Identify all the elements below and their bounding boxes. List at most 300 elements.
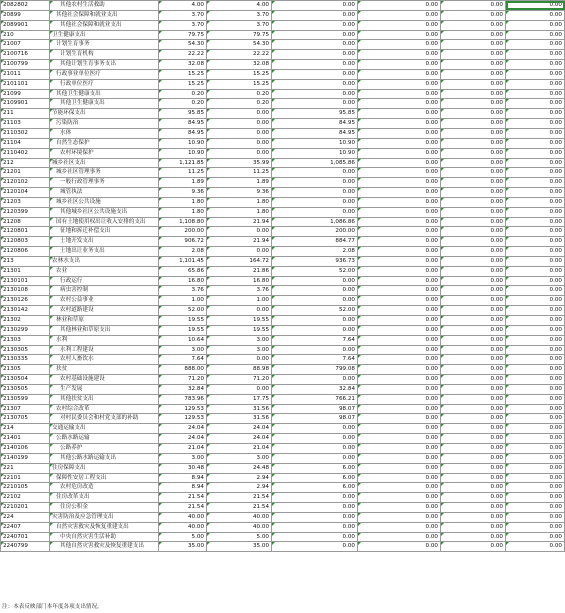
table-cell[interactable]: 其他卫生健康支出 [50,99,159,109]
table-cell[interactable]: 0.00 [358,493,441,503]
table-cell[interactable]: 0.00 [441,188,506,198]
table-cell[interactable]: 0.00 [358,178,441,188]
table-cell[interactable]: 0.00 [441,463,506,473]
table-cell[interactable]: 0.00 [272,207,358,217]
table-cell[interactable]: 0.00 [272,276,358,286]
table-cell[interactable]: 0.00 [506,158,565,168]
table-cell[interactable]: 其他卫生健康支出 [50,89,159,99]
table-cell[interactable]: 6.00 [272,483,358,493]
table-cell[interactable]: 16.80 [159,276,207,286]
table-cell[interactable]: 农村道路建设 [50,306,159,316]
table-cell[interactable]: 0.00 [441,522,506,532]
table-cell[interactable]: 0.00 [441,99,506,109]
table-cell[interactable]: 19.55 [159,325,207,335]
table-cell[interactable]: 1.80 [159,207,207,217]
table-cell[interactable]: 0.00 [506,296,565,306]
table-cell[interactable]: 21011 [1,69,50,79]
table-cell[interactable]: 2140106 [1,443,50,453]
table-cell[interactable]: 0.00 [272,30,358,40]
table-cell[interactable]: 1.00 [159,296,207,306]
table-cell[interactable]: 1,108.80 [159,217,207,227]
table-cell[interactable]: 污染防治 [50,119,159,129]
table-cell[interactable]: 9.36 [207,188,272,198]
table-cell[interactable]: 0.00 [272,89,358,99]
table-cell[interactable]: 10.90 [159,148,207,158]
table-cell[interactable]: 水利 [50,335,159,345]
table-cell[interactable]: 2120102 [1,178,50,188]
table-cell[interactable]: 19.55 [159,316,207,326]
table-cell[interactable]: 0.00 [358,60,441,70]
table-cell[interactable]: 0.00 [358,424,441,434]
table-cell[interactable]: 0.00 [506,227,565,237]
table-cell[interactable]: 2120806 [1,247,50,257]
table-cell[interactable]: 24.48 [207,463,272,473]
table-cell[interactable]: 0.00 [358,453,441,463]
table-cell[interactable]: 5.00 [207,532,272,542]
table-cell[interactable]: 212 [1,158,50,168]
table-cell[interactable]: 17.75 [207,394,272,404]
table-cell[interactable]: 0.00 [441,128,506,138]
table-cell[interactable]: 98.07 [272,404,358,414]
table-cell[interactable]: 10.64 [159,335,207,345]
table-cell[interactable]: 32.08 [207,60,272,70]
table-cell[interactable]: 0.00 [441,316,506,326]
table-cell[interactable]: 0.00 [272,443,358,453]
table-cell[interactable]: 0.00 [358,89,441,99]
table-cell[interactable]: 0.00 [506,503,565,513]
table-cell[interactable]: 1,086.86 [272,217,358,227]
table-cell[interactable]: 0.00 [441,394,506,404]
table-cell[interactable]: 0.00 [506,463,565,473]
table-cell[interactable]: 0.00 [207,109,272,119]
table-cell[interactable]: 7.64 [272,335,358,345]
table-cell[interactable]: 住房公积金 [50,503,159,513]
table-cell[interactable]: 0.00 [506,89,565,99]
table-cell[interactable]: 0.20 [159,99,207,109]
table-cell[interactable]: 0.00 [506,247,565,257]
table-cell[interactable]: 0.00 [358,473,441,483]
table-cell[interactable]: 其他社会保障和就业支出 [50,10,159,20]
table-cell[interactable]: 0.00 [272,375,358,385]
table-cell[interactable]: 0.00 [441,60,506,70]
table-cell[interactable]: 其他城乡社区公共设施支出 [50,207,159,217]
table-cell[interactable]: 0.00 [358,109,441,119]
table-cell[interactable]: 0.00 [358,325,441,335]
table-cell[interactable]: 21201 [1,168,50,178]
table-cell[interactable]: 征地和拆迁补偿支出 [50,227,159,237]
table-cell[interactable]: 0.00 [358,286,441,296]
table-cell[interactable]: 906.72 [159,237,207,247]
table-cell[interactable]: 0.00 [358,30,441,40]
table-cell[interactable]: 其他自然灾害救灾及恢复重建支出 [50,542,159,552]
table-cell[interactable]: 19.55 [207,316,272,326]
table-cell[interactable]: 884.77 [272,237,358,247]
table-cell[interactable]: 土地开发支出 [50,237,159,247]
table-cell[interactable]: 0.00 [358,414,441,424]
table-cell[interactable]: 0.00 [441,168,506,178]
table-cell[interactable]: 0.00 [358,355,441,365]
table-cell[interactable]: 0.00 [506,119,565,129]
table-cell[interactable]: 0.00 [207,138,272,148]
table-cell[interactable]: 6.00 [272,463,358,473]
table-cell[interactable]: 住房改革支出 [50,493,159,503]
table-cell[interactable]: 0.00 [272,434,358,444]
table-cell[interactable]: 0.00 [441,89,506,99]
table-cell[interactable]: 2130101 [1,276,50,286]
table-cell[interactable]: 节能环保支出 [50,109,159,119]
table-cell[interactable]: 0.00 [506,178,565,188]
table-cell[interactable]: 住房保障支出 [50,463,159,473]
table-cell[interactable]: 0.00 [506,522,565,532]
table-cell[interactable]: 22102 [1,493,50,503]
table-cell[interactable]: 0.00 [358,1,441,11]
table-cell[interactable]: 2140199 [1,453,50,463]
table-cell[interactable]: 0.00 [272,178,358,188]
table-cell[interactable]: 5.00 [159,532,207,542]
table-cell[interactable]: 0.00 [441,503,506,513]
table-cell[interactable]: 0.00 [358,296,441,306]
table-cell[interactable]: 0.00 [441,227,506,237]
table-cell[interactable]: 农林水支出 [50,256,159,266]
table-cell[interactable]: 1.80 [207,207,272,217]
table-cell[interactable]: 0.00 [506,493,565,503]
table-cell[interactable]: 32.84 [272,384,358,394]
table-cell[interactable]: 0.00 [441,276,506,286]
table-cell[interactable]: 0.00 [358,306,441,316]
table-cell[interactable]: 0.00 [441,30,506,40]
table-cell[interactable]: 城乡社区支出 [50,158,159,168]
table-cell[interactable]: 0.00 [207,384,272,394]
table-cell[interactable]: 15.25 [159,79,207,89]
table-cell[interactable]: 0.00 [358,197,441,207]
table-cell[interactable]: 21.86 [207,266,272,276]
table-cell[interactable]: 3.76 [159,286,207,296]
table-cell[interactable]: 其他社会保障和就业支出 [50,20,159,30]
table-cell[interactable]: 0.00 [358,217,441,227]
table-cell[interactable]: 3.70 [207,20,272,30]
table-cell[interactable]: 农村基础设施建设 [50,375,159,385]
table-cell[interactable]: 3.00 [159,345,207,355]
table-cell[interactable]: 65.86 [159,266,207,276]
table-cell[interactable]: 0.00 [441,247,506,257]
table-cell[interactable]: 0.00 [272,1,358,11]
table-cell[interactable]: 2110402 [1,148,50,158]
table-cell[interactable]: 15.25 [207,79,272,89]
table-cell[interactable]: 0.00 [506,30,565,40]
table-cell[interactable]: 0.00 [441,1,506,11]
table-cell[interactable]: 2130299 [1,325,50,335]
table-cell[interactable]: 0.00 [506,394,565,404]
table-cell[interactable]: 0.00 [441,50,506,60]
table-cell[interactable]: 22407 [1,522,50,532]
table-cell[interactable]: 4.00 [159,1,207,11]
table-cell[interactable]: 211 [1,109,50,119]
table-cell[interactable]: 2110302 [1,128,50,138]
table-cell[interactable]: 0.00 [506,207,565,217]
table-cell[interactable]: 0.00 [272,512,358,522]
table-cell[interactable]: 21.94 [207,237,272,247]
table-cell[interactable]: 2089901 [1,20,50,30]
table-cell[interactable]: 71.20 [159,375,207,385]
table-cell[interactable]: 0.00 [272,532,358,542]
table-cell[interactable]: 0.00 [506,306,565,316]
table-cell[interactable]: 21305 [1,365,50,375]
table-cell[interactable]: 0.00 [441,512,506,522]
table-cell[interactable]: 0.00 [441,197,506,207]
table-cell[interactable]: 0.00 [441,306,506,316]
table-cell[interactable]: 21.54 [159,493,207,503]
table-cell[interactable]: 交通运输支出 [50,424,159,434]
table-cell[interactable]: 3.70 [159,10,207,20]
table-cell[interactable]: 40.00 [159,512,207,522]
table-cell[interactable]: 0.00 [506,335,565,345]
table-cell[interactable]: 52.00 [159,306,207,316]
table-cell[interactable]: 其他农村生活救助 [50,1,159,11]
table-cell[interactable]: 0.00 [441,20,506,30]
table-cell[interactable]: 2101101 [1,79,50,89]
table-cell[interactable]: 0.00 [358,276,441,286]
table-cell[interactable]: 城管执法 [50,188,159,198]
table-cell[interactable]: 9.36 [159,188,207,198]
table-cell[interactable]: 21.04 [207,443,272,453]
table-cell[interactable]: 210 [1,30,50,40]
table-cell[interactable]: 0.00 [272,325,358,335]
table-cell[interactable]: 0.00 [506,197,565,207]
table-cell[interactable]: 0.00 [207,119,272,129]
table-cell[interactable]: 0.00 [441,207,506,217]
table-cell[interactable]: 0.00 [506,266,565,276]
table-cell[interactable]: 2.94 [207,473,272,483]
table-cell[interactable]: 0.00 [358,463,441,473]
table-cell[interactable]: 生产发展 [50,384,159,394]
table-cell[interactable]: 0.00 [506,424,565,434]
table-cell[interactable]: 0.00 [358,256,441,266]
table-cell[interactable]: 3.00 [207,453,272,463]
table-cell[interactable]: 31.56 [207,404,272,414]
table-cell[interactable]: 10.90 [272,138,358,148]
table-cell[interactable]: 0.00 [441,325,506,335]
table-cell[interactable]: 0.00 [358,365,441,375]
table-cell[interactable]: 农村危房改造 [50,483,159,493]
table-cell[interactable]: 1.80 [207,197,272,207]
table-cell[interactable]: 0.00 [441,453,506,463]
table-cell[interactable]: 84.95 [159,128,207,138]
table-cell[interactable]: 2120399 [1,207,50,217]
table-cell[interactable]: 71.20 [207,375,272,385]
table-cell[interactable]: 城乡社区公共设施 [50,197,159,207]
table-cell[interactable]: 0.00 [441,138,506,148]
table-cell[interactable]: 0.00 [358,375,441,385]
table-cell[interactable]: 中央自然灾害生活补助 [50,532,159,542]
table-cell[interactable]: 24.04 [159,424,207,434]
table-cell[interactable]: 35.00 [159,542,207,552]
table-cell[interactable]: 200.00 [159,227,207,237]
table-cell[interactable]: 0.00 [358,522,441,532]
table-cell[interactable]: 54.30 [207,40,272,50]
table-cell[interactable]: 3.00 [207,335,272,345]
table-cell[interactable]: 0.00 [272,20,358,30]
table-cell[interactable]: 35.99 [207,158,272,168]
table-cell[interactable]: 0.00 [506,434,565,444]
table-cell[interactable]: 0.00 [358,79,441,89]
table-cell[interactable]: 79.75 [159,30,207,40]
table-cell[interactable]: 水利工程建设 [50,345,159,355]
table-cell[interactable]: 0.00 [506,138,565,148]
table-cell[interactable]: 0.00 [506,79,565,89]
table-cell[interactable]: 自然灾害救灾及恢复重建支出 [50,522,159,532]
table-cell[interactable]: 1.00 [207,296,272,306]
table-cell[interactable]: 0.00 [441,424,506,434]
table-cell[interactable]: 2240799 [1,542,50,552]
table-cell[interactable]: 0.00 [506,532,565,542]
table-cell[interactable]: 0.00 [441,443,506,453]
table-cell[interactable]: 6.00 [272,473,358,483]
table-cell[interactable]: 0.00 [358,188,441,198]
table-cell[interactable]: 0.00 [441,286,506,296]
table-cell[interactable]: 766.21 [272,394,358,404]
table-cell[interactable]: 1.80 [159,197,207,207]
table-cell[interactable]: 2130335 [1,355,50,365]
table-cell[interactable]: 0.00 [441,532,506,542]
table-cell[interactable]: 0.00 [207,247,272,257]
table-cell[interactable]: 21.54 [207,493,272,503]
table-cell[interactable]: 52.00 [272,266,358,276]
table-cell[interactable]: 行政运行 [50,276,159,286]
table-cell[interactable]: 农村环境保护 [50,148,159,158]
table-cell[interactable]: 城乡社区管理事务 [50,168,159,178]
table-cell[interactable]: 40.00 [207,522,272,532]
table-cell[interactable]: 0.00 [506,473,565,483]
table-cell[interactable]: 其他林业和草原支出 [50,325,159,335]
table-cell[interactable]: 0.00 [441,119,506,129]
table-cell[interactable]: 0.00 [358,99,441,109]
table-cell[interactable]: 0.00 [506,99,565,109]
table-cell[interactable]: 0.00 [272,453,358,463]
table-cell[interactable]: 20899 [1,10,50,20]
table-cell[interactable]: 129.53 [159,404,207,414]
table-cell[interactable]: 10.90 [159,138,207,148]
table-cell[interactable]: 0.00 [506,217,565,227]
table-cell[interactable]: 2210201 [1,503,50,513]
table-cell[interactable]: 7.64 [272,355,358,365]
table-cell[interactable]: 2240701 [1,532,50,542]
table-cell[interactable]: 0.00 [506,443,565,453]
table-cell[interactable]: 783.96 [159,394,207,404]
table-cell[interactable]: 2130305 [1,345,50,355]
table-cell[interactable]: 0.00 [506,355,565,365]
table-cell[interactable]: 15.25 [159,69,207,79]
table-cell[interactable]: 54.30 [159,40,207,50]
table-cell[interactable]: 0.00 [272,99,358,109]
table-cell[interactable]: 0.00 [358,138,441,148]
table-cell[interactable]: 0.00 [358,384,441,394]
table-cell[interactable]: 22101 [1,473,50,483]
table-cell[interactable]: 0.00 [441,40,506,50]
table-cell[interactable]: 0.00 [441,79,506,89]
table-cell[interactable]: 自然生态保护 [50,138,159,148]
table-cell[interactable]: 1.89 [159,178,207,188]
table-cell[interactable]: 0.00 [358,345,441,355]
table-cell[interactable]: 0.00 [441,158,506,168]
table-cell[interactable]: 22.22 [159,50,207,60]
table-cell[interactable]: 2120803 [1,237,50,247]
table-cell[interactable]: 21.54 [159,503,207,513]
table-cell[interactable]: 0.00 [358,227,441,237]
table-cell[interactable]: 2.94 [207,483,272,493]
table-cell[interactable]: 0.00 [441,256,506,266]
table-cell[interactable]: 计划生育机构 [50,50,159,60]
table-cell[interactable]: 0.00 [506,414,565,424]
table-cell[interactable]: 0.00 [441,355,506,365]
table-cell[interactable]: 799.08 [272,365,358,375]
table-cell[interactable]: 0.00 [207,355,272,365]
table-cell[interactable]: 0.00 [358,266,441,276]
table-cell[interactable]: 3.76 [207,286,272,296]
table-cell[interactable]: 0.00 [272,503,358,513]
table-cell[interactable]: 0.00 [441,473,506,483]
table-cell[interactable]: 0.00 [506,168,565,178]
table-cell[interactable]: 0.00 [441,217,506,227]
table-cell[interactable]: 95.85 [159,109,207,119]
table-cell[interactable]: 129.53 [159,414,207,424]
table-cell[interactable]: 10.90 [272,148,358,158]
table-cell[interactable]: 0.00 [358,532,441,542]
table-cell[interactable]: 936.73 [272,256,358,266]
table-cell[interactable]: 1,085.86 [272,158,358,168]
table-cell[interactable]: 52.00 [272,306,358,316]
table-cell[interactable]: 扶贫 [50,365,159,375]
table-cell[interactable]: 0.00 [272,10,358,20]
table-cell[interactable]: 卫生健康支出 [50,30,159,40]
table-cell[interactable]: 其他扶贫支出 [50,394,159,404]
table-cell[interactable]: 农业 [50,266,159,276]
table-cell[interactable]: 0.00 [441,375,506,385]
table-cell[interactable]: 0.00 [506,365,565,375]
table-cell[interactable]: 2130599 [1,394,50,404]
table-cell[interactable]: 2.08 [272,247,358,257]
table-cell[interactable]: 0.00 [358,119,441,129]
table-cell[interactable]: 0.00 [358,335,441,345]
table-cell[interactable]: 0.00 [506,276,565,286]
table-cell[interactable]: 0.00 [272,424,358,434]
table-cell[interactable]: 30.48 [159,463,207,473]
table-cell[interactable]: 计划生育事务 [50,40,159,50]
table-cell[interactable]: 32.08 [159,60,207,70]
table-cell[interactable]: 2130142 [1,306,50,316]
table-cell[interactable]: 0.00 [358,158,441,168]
table-cell[interactable]: 21.54 [207,503,272,513]
table-cell[interactable]: 24.04 [159,434,207,444]
table-cell[interactable]: 40.00 [159,522,207,532]
table-cell[interactable]: 行政事业单位医疗 [50,69,159,79]
table-cell[interactable]: 7.64 [159,355,207,365]
table-cell[interactable]: 1.89 [207,178,272,188]
table-cell[interactable]: 0.00 [441,404,506,414]
table-cell[interactable]: 0.00 [272,168,358,178]
table-cell[interactable]: 2130705 [1,414,50,424]
table-cell[interactable]: 2082802 [1,1,50,11]
table-cell[interactable]: 21307 [1,404,50,414]
table-cell[interactable]: 224 [1,512,50,522]
table-cell[interactable]: 3.00 [207,345,272,355]
table-cell[interactable]: 0.00 [207,128,272,138]
table-cell[interactable]: 0.00 [272,286,358,296]
table-cell[interactable]: 79.75 [207,30,272,40]
table-cell[interactable]: 0.20 [207,99,272,109]
table-cell[interactable]: 3.00 [159,453,207,463]
table-cell[interactable]: 0.00 [358,443,441,453]
table-cell[interactable]: 24.04 [207,424,272,434]
